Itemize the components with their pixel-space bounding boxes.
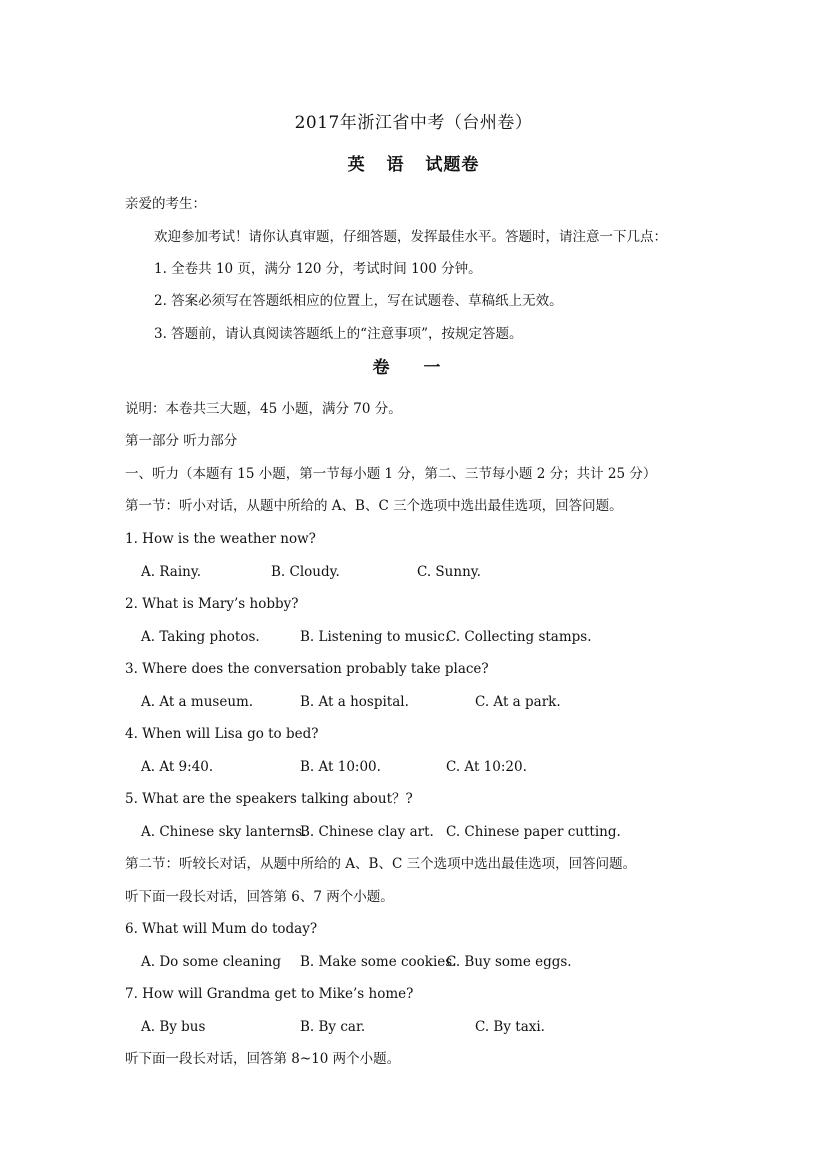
option-c: C. At 10:20. (446, 759, 527, 775)
page-title: 2017年浙江省中考（台州卷） (294, 113, 533, 133)
option-a: A. At a museum. (141, 694, 254, 710)
section2-instruction: 第二节：听较长对话，从题中所给的 A、B、C 三个选项中选出最佳选项，回答问题。 (125, 856, 637, 872)
option-c: C. Sunny. (417, 564, 481, 580)
option-c: C. Buy some eggs. (446, 954, 572, 970)
listening-title: 一、听力（本题有 15 小题，第一节每小题 1 分，第二、三节每小题 2 分；共计 25 分） (125, 466, 657, 482)
question-text: 1. How is the weather now? (125, 531, 316, 547)
option-a: A. At 9:40. (141, 759, 214, 775)
option-b: B. At 10:00. (300, 759, 381, 775)
note-item: 2. 答案必须写在答题纸相应的位置上，写在试题卷、草稿纸上无效。 (154, 293, 563, 309)
option-b: B. By car. (300, 1019, 366, 1035)
option-a: A. Do some cleaning (141, 954, 281, 970)
question-text: 7. How will Grandma get to Mike’s home? (125, 986, 414, 1002)
option-c: C. Collecting stamps. (446, 629, 592, 645)
option-c: C. By taxi. (475, 1019, 545, 1035)
question-text: 3. Where does the conversation probably take place? (125, 661, 489, 677)
section1-instruction: 第一节：听小对话，从题中所给的 A、B、C 三个选项中选出最佳选项，回答问题。 (125, 498, 623, 514)
part-heading: 第一部分 听力部分 (125, 433, 238, 449)
option-b: B. Chinese clay art. (300, 824, 434, 840)
question-text: 5. What are the speakers talking about？? (125, 791, 413, 807)
note-item: 3. 答题前，请认真阅读答题纸上的“注意事项”，按规定答题。 (154, 326, 523, 342)
question-text: 2. What is Mary’s hobby? (125, 596, 299, 612)
dialog-instruction: 听下面一段长对话，回答第 8~10 两个小题。 (125, 1051, 401, 1067)
greeting: 亲爱的考生： (125, 196, 206, 212)
option-b: B. Make some cookies. (300, 954, 457, 970)
page-subtitle: 英 语 试题卷 (347, 155, 480, 175)
option-a: A. Rainy. (141, 564, 201, 580)
option-a: A. By bus (141, 1019, 206, 1035)
option-c: C. At a park. (475, 694, 561, 710)
question-text: 4. When will Lisa go to bed? (125, 726, 319, 742)
volume-description: 说明：本卷共三大题，45 小题，满分 70 分。 (125, 401, 402, 417)
volume-heading: 卷 一 (372, 358, 455, 378)
option-b: B. Listening to music. (300, 629, 450, 645)
question-text: 6. What will Mum do today? (125, 921, 318, 937)
option-a: A. Taking photos. (141, 629, 260, 645)
option-b: B. At a hospital. (300, 694, 409, 710)
welcome-text: 欢迎参加考试！请你认真审题，仔细答题，发挥最佳水平。答题时，请注意一下几点： (154, 229, 667, 245)
option-c: C. Chinese paper cutting. (446, 824, 621, 840)
note-item: 1. 全卷共 10 页，满分 120 分，考试时间 100 分钟。 (154, 261, 482, 277)
dialog-instruction: 听下面一段长对话，回答第 6、7 两个小题。 (125, 889, 394, 905)
option-a: A. Chinese sky lanterns. (141, 824, 307, 840)
option-b: B. Cloudy. (271, 564, 340, 580)
